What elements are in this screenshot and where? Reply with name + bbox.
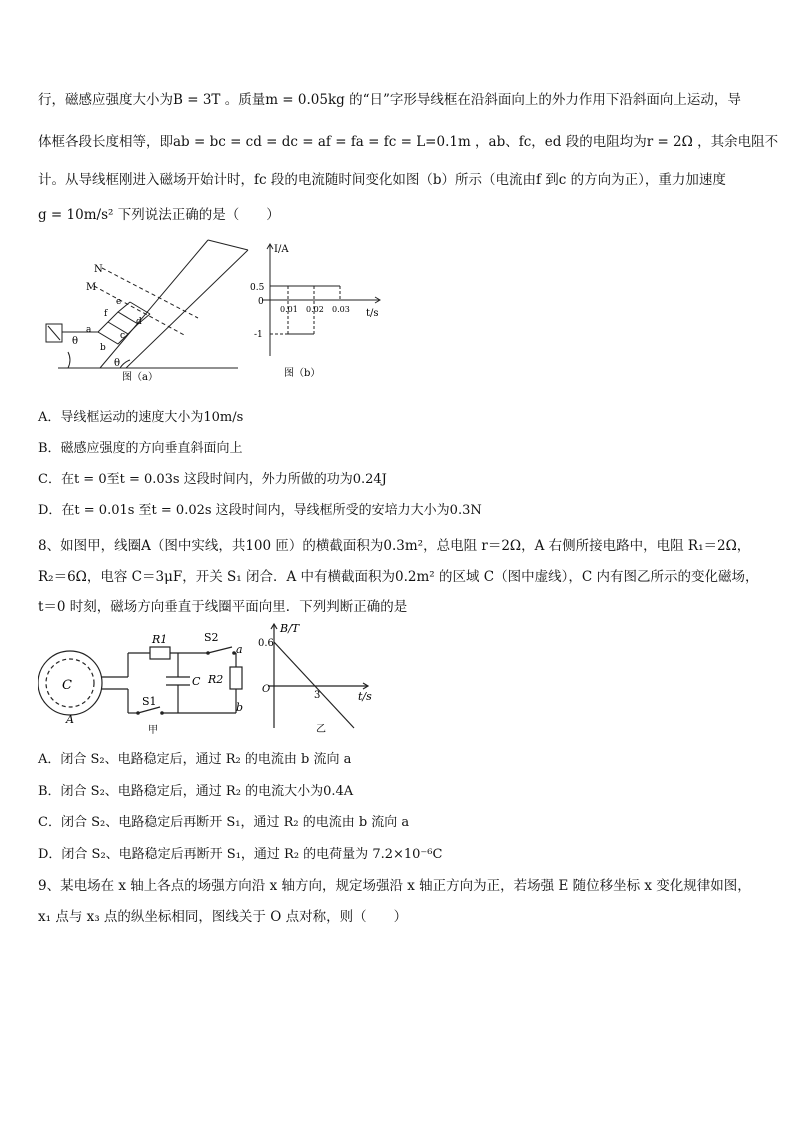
label-d: d bbox=[136, 317, 142, 327]
label-M: M bbox=[86, 282, 97, 293]
q8-line-2: R₂＝6Ω，电容 C＝3μF，开关 S₁ 闭合．A 中有横截面积为0.2m² 的区域 C（图中虚线），C 内有图乙所示的变化磁场， bbox=[38, 569, 759, 585]
fig-b-y-label: I/A bbox=[274, 244, 289, 255]
label-theta-1: θ bbox=[72, 336, 79, 347]
graph-origin: O bbox=[262, 684, 271, 695]
label-f: f bbox=[104, 309, 108, 319]
fig-b-tick-x-0.03: 0.03 bbox=[332, 305, 350, 314]
graph-tick-y: 0.6 bbox=[258, 638, 274, 649]
fig-b-tick-x-0.01: 0.01 bbox=[280, 305, 298, 314]
label-region-C: C bbox=[62, 678, 72, 693]
q9-line-2: x₁ 点与 x₃ 点的纵坐标相同，图线关于 O 点对称，则（ ） bbox=[38, 909, 408, 925]
label-R1: R1 bbox=[152, 633, 168, 646]
label-a: a bbox=[86, 325, 92, 335]
q7-figure-b bbox=[240, 236, 390, 386]
label-N: N bbox=[94, 264, 103, 275]
q7-line-2: 体框各段长度相等，即ab = bc = cd = dc = af = fa = fc = L=0.1m ，ab、fc，ed 段的电阻均为r = 2Ω ，其余电阻不 bbox=[38, 134, 779, 150]
q8-line-1: 8、如图甲，线圈A（图中实线，共100 匝）的横截面积为0.3m²，总电阻 r＝2Ω，A 右侧所接电路中，电阻 R₁＝2Ω， bbox=[38, 538, 751, 554]
label-R2: R2 bbox=[208, 673, 224, 686]
label-c: c bbox=[120, 331, 126, 341]
fig-b-tick-y-0: 0 bbox=[258, 297, 264, 307]
graph-x-label: t/s bbox=[358, 690, 372, 703]
q8-graph-figure bbox=[258, 618, 388, 736]
fig-b-x-label: t/s bbox=[366, 308, 379, 319]
q8-option-a: A．闭合 S₂、电路稳定后，通过 R₂ 的电流由 b 流向 a bbox=[38, 752, 352, 767]
q7-option-d: D．在t = 0.01s 至t = 0.02s 这段时间内，导线框所受的安培力大小为0.3N bbox=[38, 503, 482, 518]
fig-b-tick-y-0.5: 0.5 bbox=[250, 283, 265, 293]
figure-b-caption: 图（b） bbox=[284, 368, 321, 379]
graph-y-label: B/T bbox=[280, 622, 300, 635]
fig-b-tick-y-neg1: -1 bbox=[254, 330, 263, 340]
q8-option-b: B．闭合 S₂、电路稳定后，通过 R₂ 的电流大小为0.4A bbox=[38, 784, 354, 799]
q8-line-3: t＝0 时刻，磁场方向垂直于线圈平面向里．下列判断正确的是 bbox=[38, 599, 408, 615]
graph-caption: 乙 bbox=[316, 724, 326, 735]
label-theta-2: θ bbox=[114, 358, 121, 369]
label-e: e bbox=[116, 297, 122, 307]
label-coil-A: A bbox=[66, 713, 74, 726]
label-b: b bbox=[100, 343, 106, 353]
circuit-caption: 甲 bbox=[148, 725, 158, 736]
q7-line-1: 行，磁感应强度大小为B = 3T 。质量m = 0.05kg 的“日”字形导线框在沿斜面向上的外力作用下沿斜面向上运动，导 bbox=[38, 92, 741, 108]
label-S2: S2 bbox=[204, 631, 219, 644]
figure-a-caption: 图（a） bbox=[122, 372, 158, 382]
q8-option-d: D．闭合 S₂、电路稳定后再断开 S₁，通过 R₂ 的电荷量为 7.2×10⁻⁶C bbox=[38, 847, 443, 862]
label-S1: S1 bbox=[142, 695, 157, 708]
q7-option-c: C．在t = 0至t = 0.03s 这段时间内，外力所做的功为0.24J bbox=[38, 472, 387, 487]
q7-line-3: 计。从导线框刚进入磁场开始计时，fc 段的电流随时间变化如图（b）所示（电流由f 到c 的方向为正），重力加速度 bbox=[38, 172, 726, 188]
q8-circuit-figure bbox=[38, 625, 258, 740]
q7-option-b: B．磁感应强度的方向垂直斜面向上 bbox=[38, 441, 243, 456]
graph-tick-x: 3 bbox=[314, 690, 321, 701]
q7-figure-a bbox=[38, 232, 268, 382]
label-capacitor-C: C bbox=[192, 675, 201, 688]
label-b: b bbox=[236, 701, 244, 714]
q8-option-c: C．闭合 S₂、电路稳定后再断开 S₁，通过 R₂ 的电流由 b 流向 a bbox=[38, 815, 410, 830]
q7-line-4: g = 10m/s² 下列说法正确的是（ ） bbox=[38, 207, 280, 223]
label-a: a bbox=[236, 643, 243, 656]
q9-line-1: 9、某电场在 x 轴上各点的场强方向沿 x 轴方向，规定场强沿 x 轴正方向为正，若场强 E 随位移坐标 x 变化规律如图， bbox=[38, 878, 751, 894]
q7-option-a: A．导线框运动的速度大小为10m/s bbox=[38, 410, 244, 425]
fig-b-tick-x-0.02: 0.02 bbox=[306, 305, 324, 314]
